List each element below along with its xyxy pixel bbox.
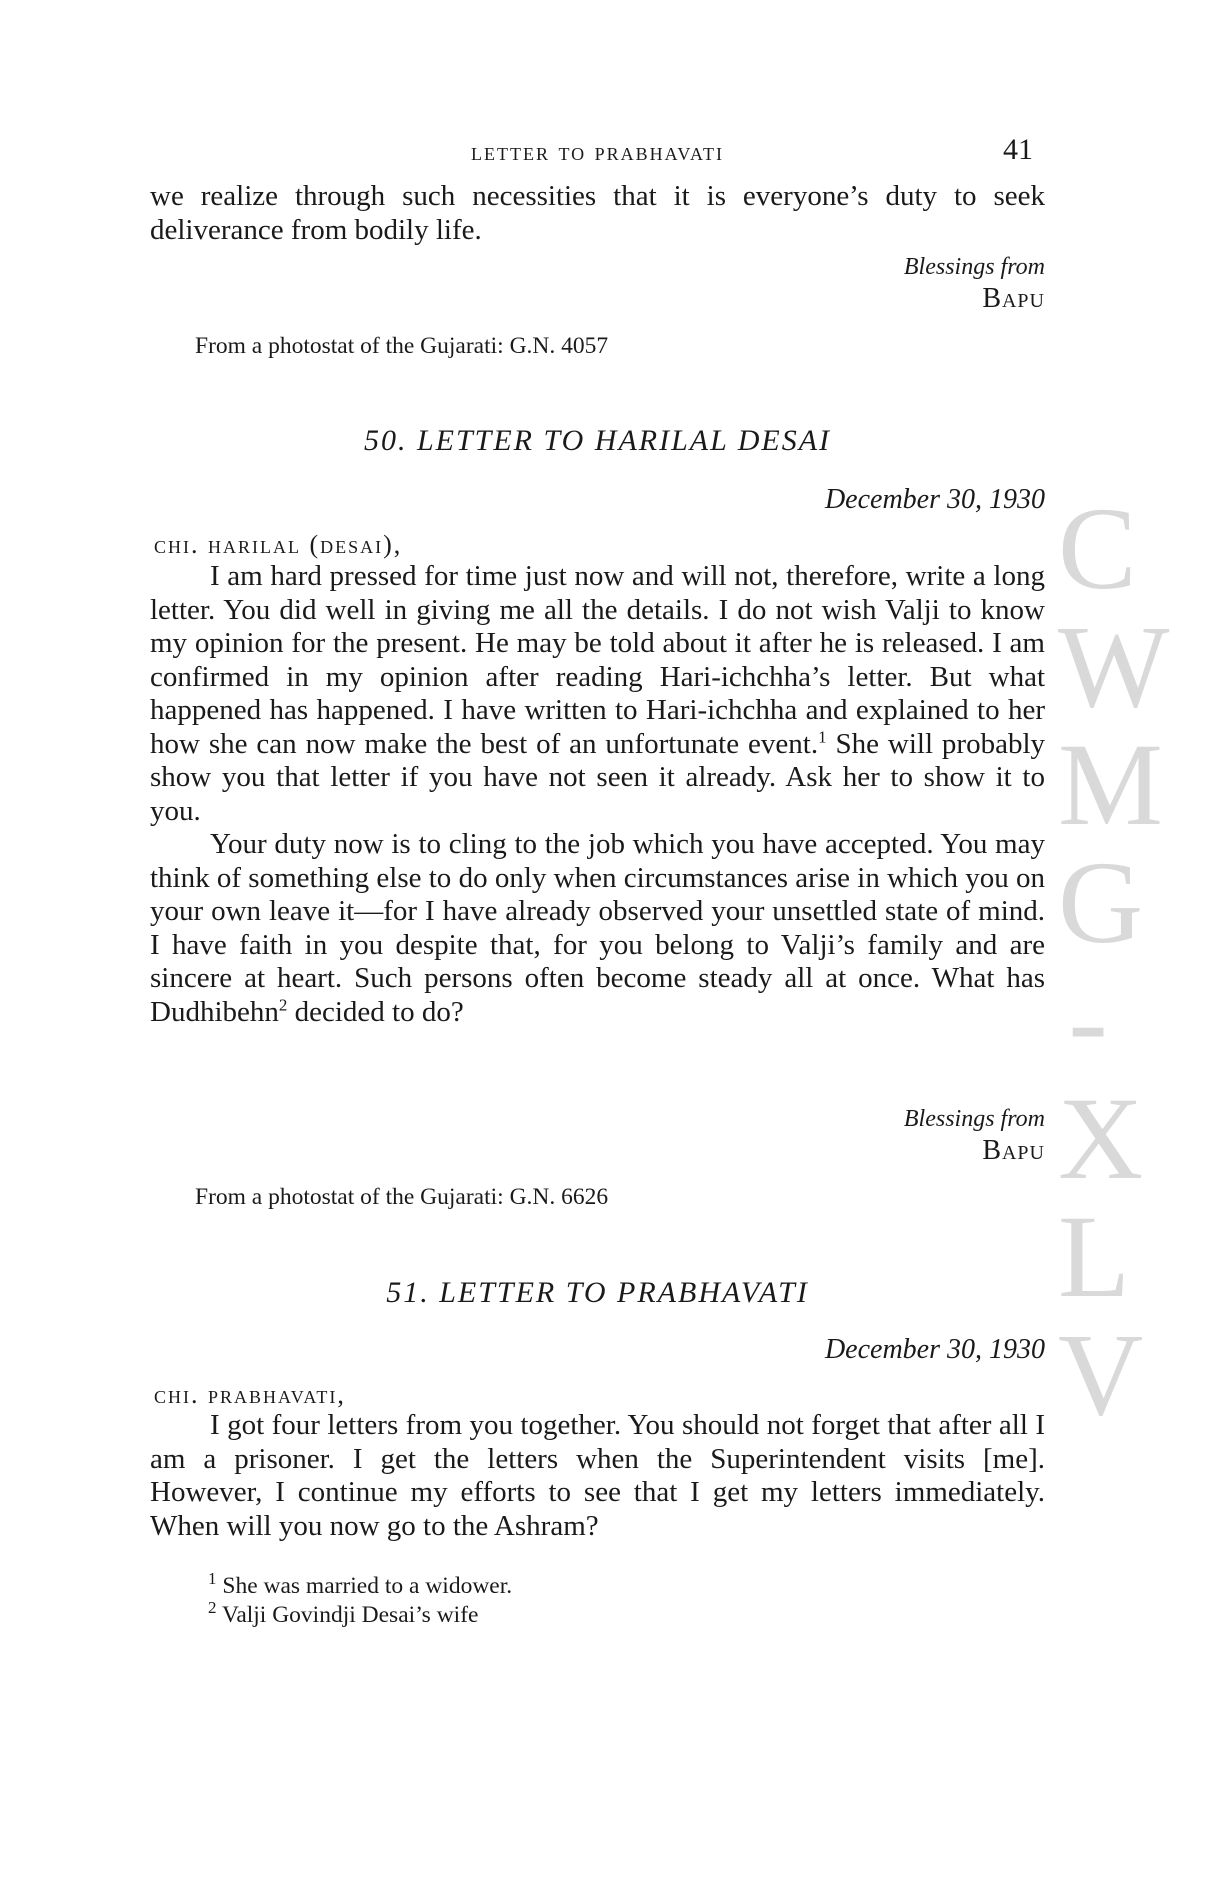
letter-heading: 51. LETTER TO PRABHAVATI <box>386 1276 809 1309</box>
letter-paragraph: I got four letters from you together. You should not forget that after all I am a prisoner. I get the letters when the Superintendent visits [me]. However, I continue my efforts to see that I get my letters immediately. When will you now go to the Ashram? <box>150 1409 1045 1542</box>
footnote-ref: 1 <box>818 726 827 746</box>
letter-paragraph: Your duty now is to cling to the job which you have accepted. You may think of something else to do only when circumstances arise in which you on your own leave it—for I have already observed your unsettled state of mind. I have faith in you despite that, for you belong to Valji’s family and are sincere at heart. Such persons often become steady all at once. What has Dudhibehn$^2$ decided to do? <box>150 828 1045 1028</box>
footnotes <box>208 1569 513 1630</box>
blessing-text: Blessings from <box>903 254 1045 280</box>
watermark: C W M G - X L V <box>1058 483 1170 1440</box>
book-page <box>150 0 1045 1890</box>
blessing-text: Blessings from <box>903 1106 1045 1132</box>
signature: Bapu <box>982 1135 1045 1166</box>
salutation: chi. harilal (desai), <box>154 530 403 559</box>
running-head <box>150 133 1045 173</box>
salutation: chi. prabhavati, <box>154 1380 346 1409</box>
footnote-ref: 2 <box>278 994 288 1014</box>
running-title: letter to prabhavati <box>470 137 725 166</box>
continuation-paragraph: we realize through such necessities that it is everyone’s duty to seek deliverance from bodily life. <box>150 180 1045 246</box>
page-number: 41 <box>1003 133 1033 166</box>
letter-date: December 30, 1930 <box>824 484 1045 515</box>
letter-body <box>150 560 1045 1029</box>
continuation-block <box>150 180 1045 247</box>
letter-heading: 50. LETTER TO HARILAL DESAI <box>363 424 832 457</box>
letter-date: December 30, 1930 <box>824 1334 1045 1365</box>
letter-signoff <box>150 1104 1045 1168</box>
footnote: $^2$ Valji Govindji Desai’s wife <box>208 1598 479 1628</box>
source-note: From a photostat of the Gujarati: G.N. 4057 <box>195 333 609 359</box>
continuation-signoff <box>150 252 1045 316</box>
letter-paragraph: I am hard pressed for time just now and will not, therefore, write a long letter. You did well in giving me all the details. I do not wish Valji to know my opinion for the present. He may be told about it after he is released. I am confirmed in my opinion after reading Hari-ichchha’s letter. But what happened has happened. I have written to Hari-ichchha and explained to her how she can now make the best of an unfortunate event.$^1$ She will probably show you that letter if you have not seen it already. Ask her to show it to you. <box>150 560 1046 827</box>
footnote: $^1$ She was married to a widower. <box>208 1569 513 1599</box>
source-note: From a photostat of the Gujarati: G.N. 6626 <box>195 1184 609 1210</box>
letter-body <box>150 1409 1045 1543</box>
signature: Bapu <box>982 283 1045 314</box>
